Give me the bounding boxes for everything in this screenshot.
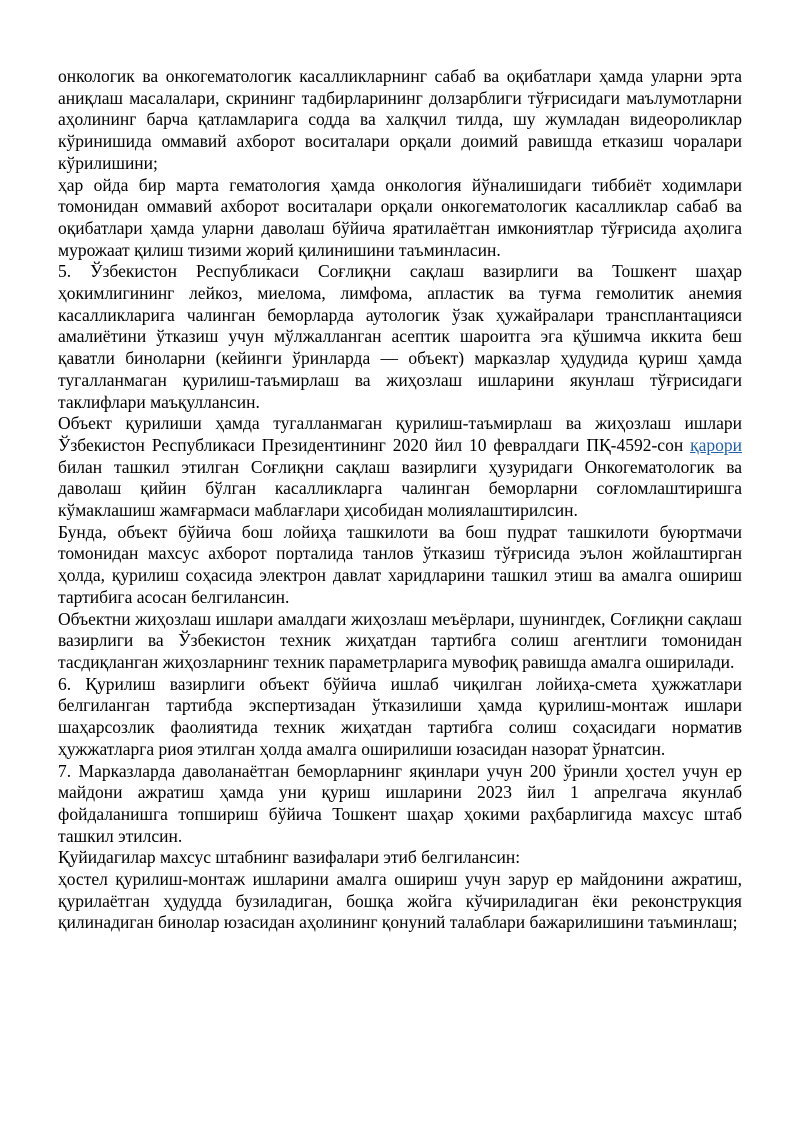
- paragraph-monthly-appeal: ҳар ойда бир марта гематология ҳамда онкология йўналишидаги тиббиёт ходимлари томонидан оммавий ахборот воситалари орқали онкогематологик касалликлар сабаб ва оқибатлари ҳамда уларни даволаш бўйича яратилаётган имкониятлар тўғрисида аҳолига мурожаат қилиш тизими жорий қилинишини таъминласин.: [58, 174, 742, 260]
- paragraph-hostel-land: ҳостел қурилиш-монтаж ишларини амалга ошириш учун зарур ер майдонини ажратиш, қурилаётган ҳудудда бузиладиган, бошқа жойга кўчириладиган ёки реконструкция қилинадиган бинолар юзасидан аҳолининг қонуний талаблари бажарилишини таъминлаш;: [58, 869, 742, 933]
- paragraph-equipment: Объектни жиҳозлаш ишлари амалдаги жиҳозлаш меъёрлари, шунингдек, Соғлиқни сақлаш вазирлиги ва Ўзбекистон техник жиҳатдан тартибга солиш агентлиги томонидан тасдиқланган жиҳозларнинг техник параметрларига мувофиқ равишда амалга оширилади.: [58, 608, 742, 672]
- resolution-link[interactable]: қарори: [690, 434, 742, 455]
- paragraph-contractor: Бунда, объект бўйича бош лойиҳа ташкилоти ва бош пудрат ташкилоти буюртмачи томонидан махсус ахборот порталида танлов ўтказиш тўғрисида эълон жойлаштирган ҳолда, қурилиш соҳасида электрон давлат харидларини ташкил этиш ва амалга ошириш тартибига асосан белгилансин.: [58, 521, 742, 607]
- paragraph-item-5: 5. Ўзбекистон Республикаси Соғлиқни сақлаш вазирлиги ва Тошкент шаҳар ҳокимлигининг лейкоз, миелома, лимфома, апластик ва туғма гемолитик анемия касалликларига чалинган беморларда аутологик ўзак ҳужайралари трансплантацияси амалиётини ўтказиш учун мўлжалланган асептик шароитга эга қўшимча иккита беш қаватли биноларни (кейинги ўринларда — объект) марказлар ҳудудида қуриш ҳамда тугалланмаган қурилиш-таъмирлаш ва жиҳозлаш ишларини якунлаш тўғрисидаги таклифлари маъқуллансин.: [58, 261, 742, 412]
- funding-text-before: Объект қурилиши ҳамда тугалланмаган қурилиш-таъмирлаш ва жиҳозлаш ишлари Ўзбекистон Республикаси Президентининг 2020 йил 10 февралдаги ПҚ-4592-сон: [58, 413, 742, 455]
- document-page: [58, 66, 742, 934]
- funding-text-after: билан ташкил этилган Соғлиқни сақлаш вазирлиги ҳузуридаги Онкогематологик ва даволаш қийин бўлган касалликларга чалинган беморларни соғломлаштиришга кўмаклашиш жамғармаси маблағлари ҳисобидан молиялаштирилсин.: [58, 456, 742, 521]
- paragraph-staff-duties: Қуйидагилар махсус штабнинг вазифалари этиб белгилансин:: [58, 847, 521, 868]
- paragraph-item-7: 7. Марказларда даволанаётган беморларнинг яқинлари учун 200 ўринли ҳостел учун ер майдони ажратиш ҳамда уни қуриш ишларини 2023 йил 1 апрелгача якунлаб фойдаланишга топшириш бўйича Тошкент шаҳар ҳокими раҳбарлигида махсус штаб ташкил этилсин.: [58, 760, 742, 846]
- paragraph-funding: [58, 413, 742, 522]
- paragraph-oncology-awareness: онкологик ва онкогематологик касалликларнинг сабаб ва оқибатлари ҳамда уларни эрта аниқлаш масалалари, скрининг тадбирларининг долзарблиги тўғрисидаги маълумотларни аҳолининг барча қатламларига содда ва халқчил тилда, шу жумладан видеороликлар кўринишида оммавий ахборот воситалари орқали доимий равишда етказиш чоралари кўрилишини;: [58, 66, 742, 173]
- paragraph-item-6: 6. Қурилиш вазирлиги объект бўйича ишлаб чиқилган лойиҳа-смета ҳужжатлари белгиланган тартибда экспертизадан ўтказилиши ҳамда қурилиш-монтаж ишлари шаҳарсозлик фаолиятида техник жиҳатдан тартибга солиш соҳасидаги норматив ҳужжатларга риоя этилган ҳолда амалга оширилиши юзасидан назорат ўрнатсин.: [58, 673, 742, 759]
